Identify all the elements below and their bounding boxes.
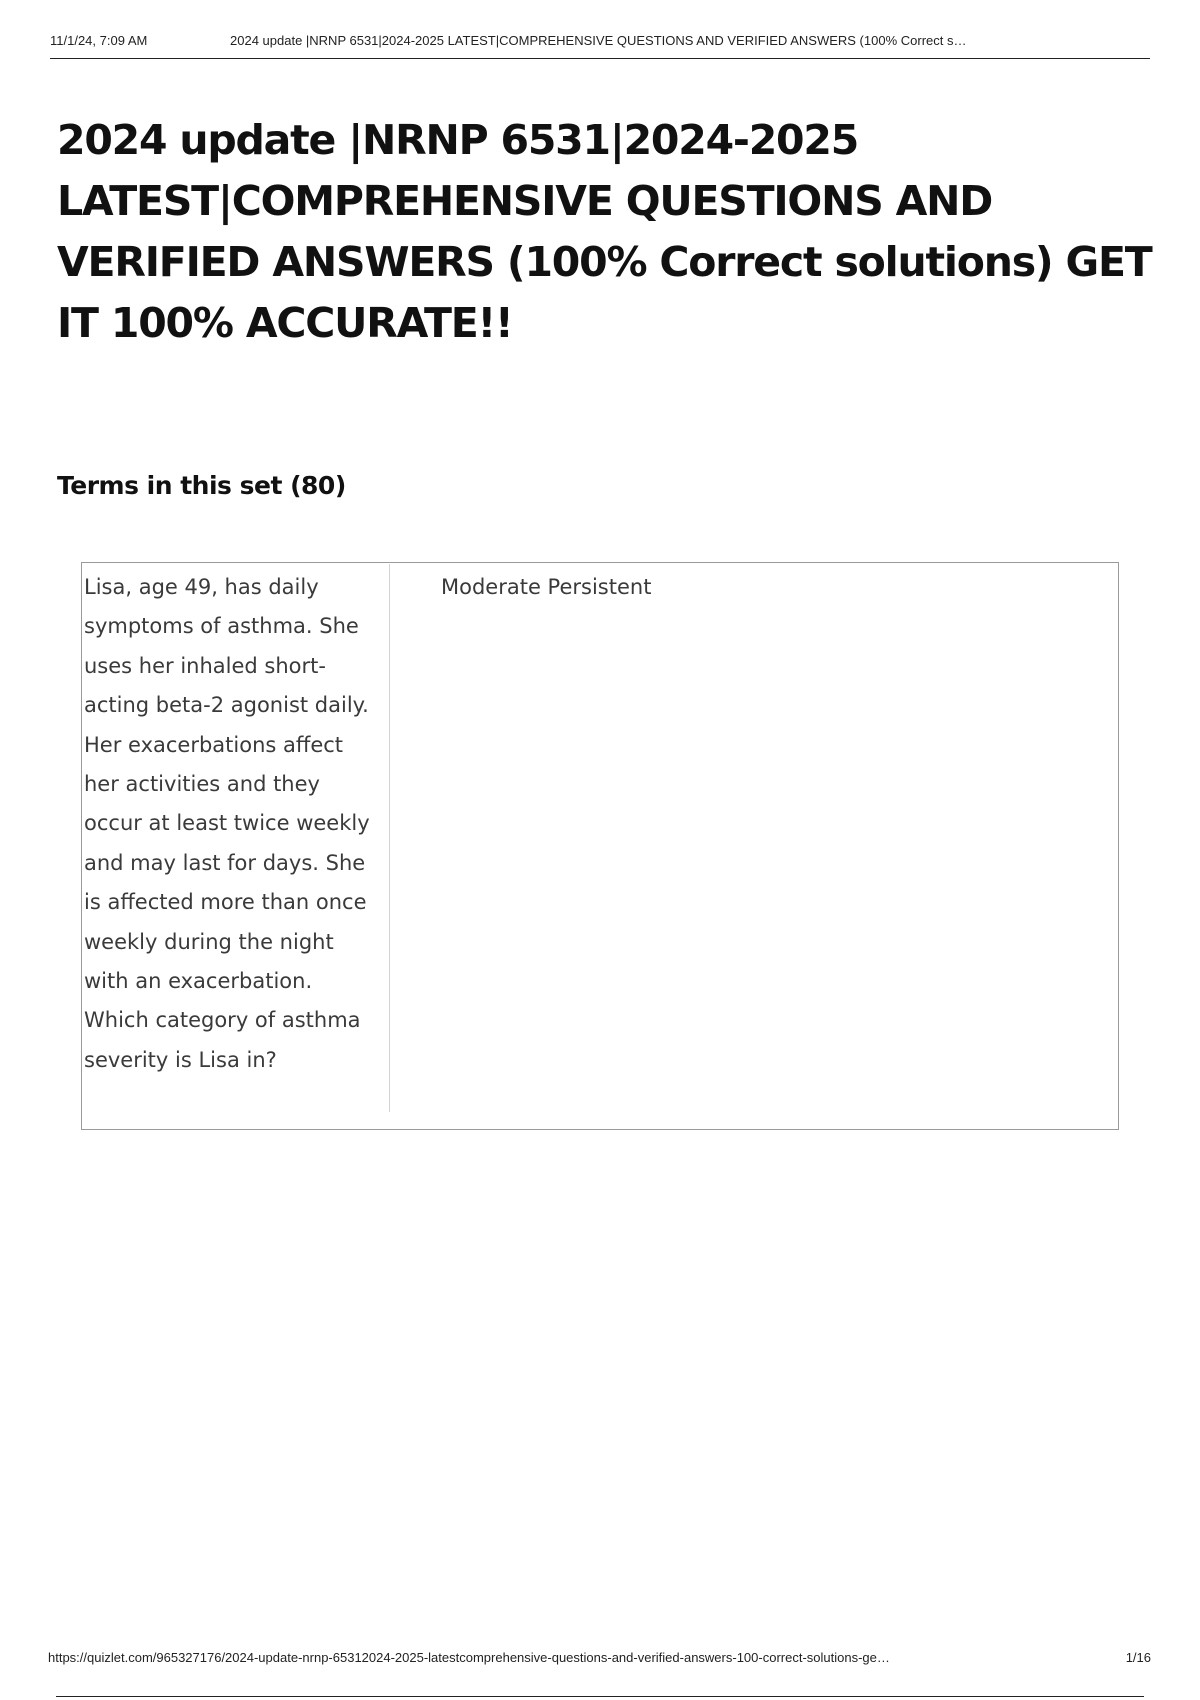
print-url: https://quizlet.com/965327176/2024-update-nrnp-65312024-2025-latestcomprehensive-questions-and-verified-answers-100-correct-solutions-ge… [48,1650,890,1665]
print-page-title: 2024 update |NRNP 6531|2024-2025 LATEST|COMPREHENSIVE QUESTIONS AND VERIFIED ANSWERS (100% Correct s… [230,33,967,48]
term-answer: Moderate Persistent [441,575,652,599]
print-header [50,30,1150,59]
term-card [81,562,1119,1130]
terms-count-heading: Terms in this set (80) [57,471,346,500]
term-question: Lisa, age 49, has daily symptoms of asthma. She uses her inhaled short-acting beta-2 agonist daily. Her exacerbations affect her activities and they occur at least twice weekly and may last for days. She is affected more than once weekly during the night with an exacerbation. Which category of asthma severity is Lisa in? [83,564,390,1112]
document-title: 2024 update |NRNP 6531|2024-2025 LATEST|COMPREHENSIVE QUESTIONS AND VERIFIED ANSWERS (100% Correct solutions) GET IT 100% ACCURATE!! [57,116,1152,347]
footer-divider [56,1696,1144,1697]
page-number: 1/16 [1125,1650,1151,1665]
print-date: 11/1/24, 7:09 AM [50,33,148,48]
